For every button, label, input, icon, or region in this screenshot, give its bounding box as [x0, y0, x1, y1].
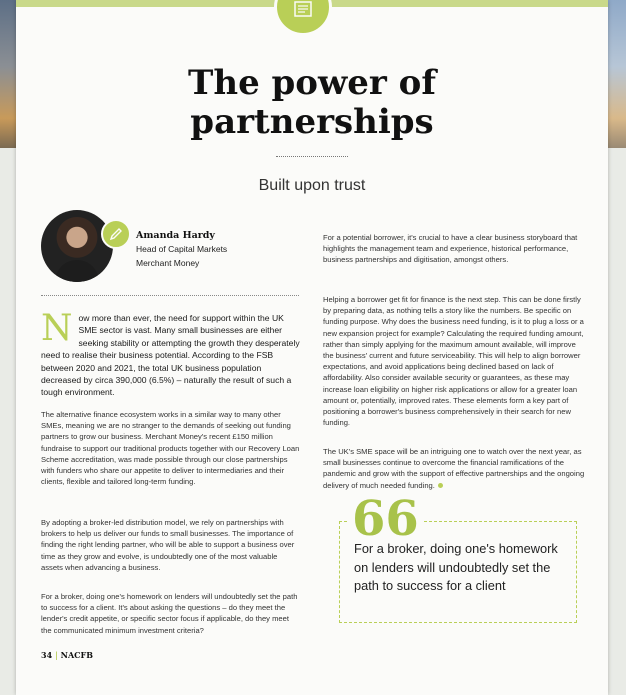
author-role: Head of Capital Markets — [136, 244, 228, 254]
page-number: 34 — [41, 650, 53, 660]
article-subtitle: Built upon trust — [258, 177, 366, 194]
page-footer — [41, 650, 93, 660]
avatar-shoulders — [55, 260, 99, 282]
drop-cap: N — [41, 308, 73, 349]
right-paragraph-3-text: The UK's SME space will be an intriguing one to watch over the next year, as small businesses continue to overcome the financial ramifications of the pandemic and grow with the support of effective partnerships and the ongoing delivery of much needed funding. — [323, 447, 585, 490]
author-avatar — [41, 210, 113, 282]
author-divider — [41, 295, 299, 296]
document-icon — [274, 0, 332, 36]
article-title-line-2: partnerships — [190, 102, 434, 142]
right-paragraph-2: Helping a borrower get fit for finance is the next step. This can be done firstly by preparing data, as nothing tells a story like the numbers. Be specific on funding purpose. Why does the business need funding, is it to plug a loss or a new expansion project for example? Calculating the required funding amount, rather than simply applying for the maximum amount available, will improve the business' current and future serviceability. This will help to align borrower expectations, and avoid applications being declined based on lack of affordability. Also consider available security or guarantees, as these may increase loan eligibility on higher risk applications or allow for a greater loan amount or, potentially, improved rates. These elements form a key part of positioning a borrower's business comprehensively in their search for new funding. — [323, 295, 584, 428]
left-paragraph-2: By adopting a broker-led distribution model, we rely on partnerships with brokers to help us deliver our funds to small businesses. The importance of finding the right lending partner, who will be able to support a business over time as they grow and evolve, is undoubtedly one of the most valuable assets when advancing a business. — [41, 518, 295, 572]
lead-text: ow more than ever, the need for support within the UK SME sector is vast. Many small businesses are either seeking stability or attempting the growth they desperately need to realise their business potential. According to the FSB between 2020 and 2021, the total UK business population decreased by circa 390,000 (6.5%) – naturally the result of such a tough environment. — [41, 313, 300, 398]
title-divider — [276, 156, 348, 157]
end-mark-icon — [438, 483, 443, 488]
left-paragraph-1: The alternative finance ecosystem works in a similar way to many other SMEs, meaning we are no stranger to the demands of seeking out funding partners to grow our business. Merchant Money's recent £150 million fundraise to support our traditional products together with our Recovery Loan Scheme accreditation, was made possible through our close partnerships with funders who share our appetite to deliver to intermediaries and their clients, flexible and tailored long-term funding. — [41, 410, 300, 487]
pen-icon — [101, 219, 131, 249]
left-paragraph-3: For a broker, doing one's homework on lenders will undoubtedly set the path to success for a client. It's about asking the questions – do they meet the lender's credit appetite, or specific sector focus if applicable, do they meet the communicated minimum investment criteria? — [41, 592, 298, 635]
lead-paragraph — [41, 308, 301, 399]
publication-name: NACFB — [60, 650, 93, 660]
pull-quote-text: For a broker, doing one's homework on lenders will undoubtedly set the path to success for a client — [354, 541, 558, 594]
footer-separator: | — [54, 650, 58, 660]
article-title-line-1: The power of — [188, 63, 436, 103]
right-paragraph-3 — [323, 446, 585, 491]
right-paragraph-1: For a potential borrower, it's crucial to have a clear business storyboard that highlights the management team and experience, historical performance, business partnerships and digitisation, amongst others. — [323, 233, 578, 265]
quote-mark-icon: 66 — [348, 495, 423, 543]
author-name: Amanda Hardy — [136, 230, 215, 241]
author-company: Merchant Money — [136, 258, 200, 268]
magazine-page — [16, 0, 608, 695]
